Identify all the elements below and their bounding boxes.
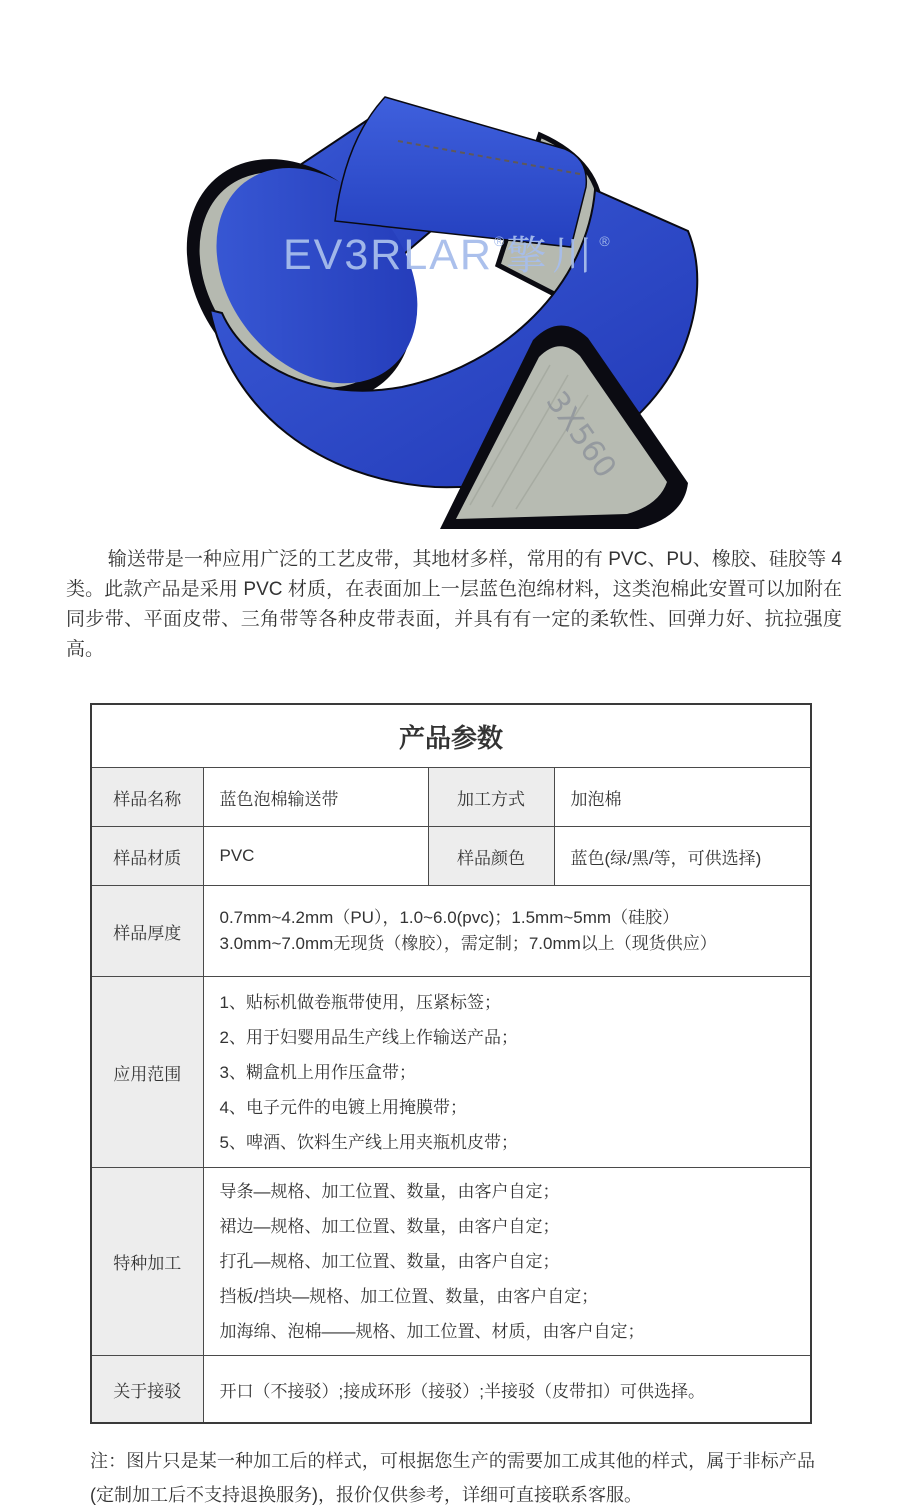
value-line: 3、糊盒机上用作压盒带； xyxy=(219,1062,416,1082)
param-value xyxy=(203,977,811,1168)
param-value: PVC xyxy=(203,827,428,886)
param-value: 蓝色泡棉输送带 xyxy=(203,768,428,827)
param-label: 样品厚度 xyxy=(91,886,203,977)
value-line: 开口（不接驳）;接成环形（接驳）;半接驳（皮带扣）可供选择。 xyxy=(219,1381,705,1401)
value-line: 3.0mm~7.0mm无现货（橡胶），需定制；7.0mm以上（现货供应） xyxy=(219,934,717,953)
table-title-row xyxy=(91,704,811,768)
param-value: 加泡棉 xyxy=(554,768,811,827)
param-value xyxy=(203,1168,811,1356)
param-label: 特种加工 xyxy=(91,1168,203,1356)
brand-logo-chinese: 擎川 xyxy=(506,234,599,278)
value-line: 裙边—规格、加工位置、数量，由客户自定； xyxy=(219,1217,560,1236)
handwritten-size-label: 3X560 xyxy=(538,385,623,485)
table-row xyxy=(91,768,811,827)
table-row xyxy=(91,1356,811,1424)
value-line: 导条—规格、加工位置、数量，由客户自定； xyxy=(219,1182,560,1201)
value-line: 加海绵、泡棉——规格、加工位置、材质，由客户自定； xyxy=(219,1322,645,1341)
product-photo xyxy=(0,0,900,535)
param-value xyxy=(203,886,811,977)
value-line: 0.7mm~4.2mm（PU），1.0~6.0(pvc)；1.5mm~5mm（硅胶） xyxy=(219,908,680,927)
table-row xyxy=(91,886,811,977)
param-value xyxy=(203,1356,811,1424)
product-params-table xyxy=(90,703,812,1424)
footnote: 注：图片只是某一种加工后的样式，可根据您生产的需要加工成其他的样式，属于非标产品(定制加工后不支持退换服务)，报价仅供参考，详细可直接联系客服。 xyxy=(90,1451,815,1505)
value-line: 打孔—规格、加工位置、数量，由客户自定； xyxy=(219,1252,560,1271)
table-title: 产品参数 xyxy=(91,704,811,768)
brand-logo-text: EV3RLAR xyxy=(283,231,493,279)
param-label: 样品名称 xyxy=(91,768,203,827)
param-label: 样品颜色 xyxy=(428,827,554,886)
value-line: 4、电子元件的电镀上用掩膜带； xyxy=(219,1097,467,1117)
registered-mark-icon: ® xyxy=(599,233,610,249)
value-line: 1、贴标机做卷瓶带使用，压紧标签； xyxy=(219,992,501,1012)
param-label: 关于接驳 xyxy=(91,1356,203,1424)
param-label: 样品材质 xyxy=(91,827,203,886)
param-label: 应用范围 xyxy=(91,977,203,1168)
value-line: 挡板/挡块—规格、加工位置、数量，由客户自定； xyxy=(219,1287,599,1306)
param-label: 加工方式 xyxy=(428,768,554,827)
value-line: 5、啤酒、饮料生产线上用夹瓶机皮带； xyxy=(219,1132,518,1152)
registered-mark-icon: ® xyxy=(493,233,505,249)
table-row xyxy=(91,977,811,1168)
intro-paragraph: 输送带是一种应用广泛的工艺皮带，其地材多样，常用的有 PVC、PU、橡胶、硅胶等 4 类。此款产品是采用 PVC 材质，在表面加上一层蓝色泡绵材料，这类泡棉此安置可以加附在同步带、平面皮带、三角带等各种皮带表面，并具有有一定的柔软性、回弹力好、抗拉强度高。 xyxy=(66,549,842,660)
table-row xyxy=(91,1168,811,1356)
belt-illustration xyxy=(140,35,770,535)
table-row xyxy=(91,827,811,886)
value-line: 2、用于妇婴用品生产线上作输送产品； xyxy=(219,1027,518,1047)
param-value: 蓝色(绿/黑/等，可供选择) xyxy=(554,827,811,886)
